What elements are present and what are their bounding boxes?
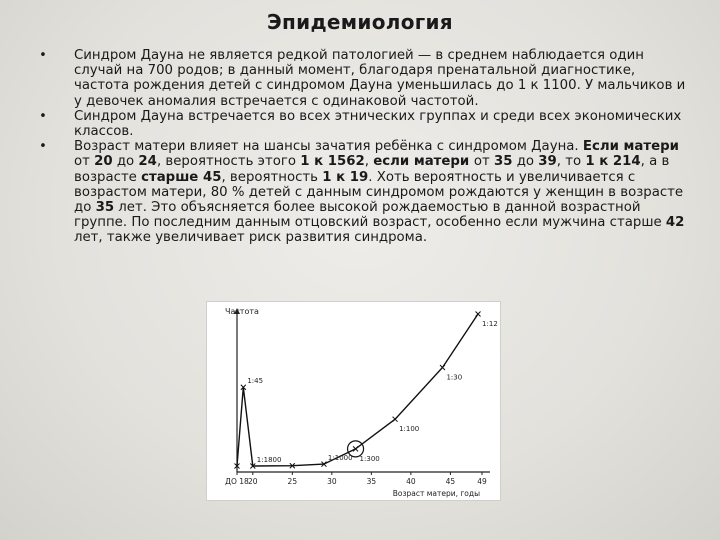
text-run-bold: 1 к 214 (585, 154, 641, 170)
data-point-label: 1:45 (247, 377, 264, 386)
text-run-bold: 35 (95, 200, 115, 216)
text-run: Синдром Дауна встречается во всех этнических группах и среди всех экономических классов. (74, 108, 682, 140)
text-run-bold: если матери (373, 154, 474, 170)
text-run-bold: Если матери (582, 139, 679, 155)
x-tick-label: 45 (445, 477, 456, 486)
risk-chart (207, 302, 500, 500)
data-point-label: 1:12 (482, 320, 498, 328)
text-run-bold: 1 к 1562 (300, 154, 365, 170)
text-run: , а в возрасте (74, 154, 670, 185)
data-point-label: 1:30 (446, 373, 463, 382)
slide-title: Эпидемиология (267, 10, 453, 34)
data-point-marker (440, 365, 445, 370)
text-run: от (473, 154, 494, 170)
text-run: до (512, 154, 539, 170)
bullet-text (74, 139, 684, 245)
data-point-label: 1:100 (399, 425, 420, 434)
x-tick-label: 40 (406, 477, 416, 486)
text-run-bold: 39 (538, 154, 557, 170)
data-point-marker (476, 312, 481, 317)
x-tick-label: ДО 18 (225, 477, 249, 486)
text-run-bold: старше 45 (141, 169, 222, 185)
x-tick-label: 30 (327, 477, 337, 486)
bullet-text (74, 48, 685, 109)
bullet-marker: • (39, 108, 47, 124)
bullet-item-maternal-age (38, 139, 688, 245)
text-run: от (74, 154, 95, 170)
bullet-item-ethnic (38, 109, 688, 139)
text-run: до (112, 154, 139, 170)
text-run: . Хоть вероятность и увеличивается с возрастом матери, 80 % детей с данным синдромом рождаются у женщин в возрасте до (74, 169, 684, 216)
x-axis-label: Возраст матери, годы (392, 489, 480, 498)
x-tick-label: 49 (477, 477, 487, 486)
text-run: , вероятность этого (156, 154, 301, 170)
bullet-text (74, 109, 681, 139)
y-axis-label: Частота (225, 307, 259, 316)
text-run-bold: 24 (138, 154, 157, 170)
data-point-label: 1:1000 (327, 454, 353, 463)
text-run: лет, также увеличивает риск развития синдрома. (74, 230, 428, 246)
text-run: Возраст матери влияет на шансы зачатия ребёнка с синдромом Дауна. (74, 139, 583, 155)
text-run-bold: 42 (665, 215, 685, 231)
bullet-list (38, 48, 688, 246)
data-point-marker (353, 446, 358, 451)
bullet-marker: • (39, 139, 47, 155)
text-run: , то (556, 154, 586, 170)
text-run-bold: 35 (493, 154, 513, 170)
data-point-label: 1:1800 (256, 455, 282, 464)
risk-chart-svg (207, 302, 500, 500)
data-point-label: 1:300 (359, 454, 380, 463)
bullet-marker: • (39, 48, 47, 63)
text-run: , (364, 154, 374, 170)
x-tick-label: 35 (366, 477, 377, 486)
x-tick-label: 25 (287, 477, 298, 486)
text-run-bold: 1 к 19 (322, 169, 369, 185)
risk-curve (237, 314, 478, 466)
data-point-marker (393, 417, 398, 422)
text-run: , вероятность (221, 169, 323, 185)
bullet-item-prevalence (38, 48, 688, 109)
text-run: Синдром Дауна не является редкой патологией — в среднем наблюдается один случай на 700 родов; в данный момент, благодаря пренатальной диагностике, частота рождения детей с синдромом Дауна уменьшилась до 1 к 1100. У мальчиков и у девочек аномалия встречается с одинаковой частотой. (74, 48, 686, 109)
x-tick-label: 20 (248, 477, 258, 486)
text-run: лет. Это объясняется более высокой рождаемостью в данной возрастной группе. По последним данным отцовский возраст, особенно если мужчина старше (74, 200, 666, 231)
text-run-bold: 20 (94, 154, 113, 170)
